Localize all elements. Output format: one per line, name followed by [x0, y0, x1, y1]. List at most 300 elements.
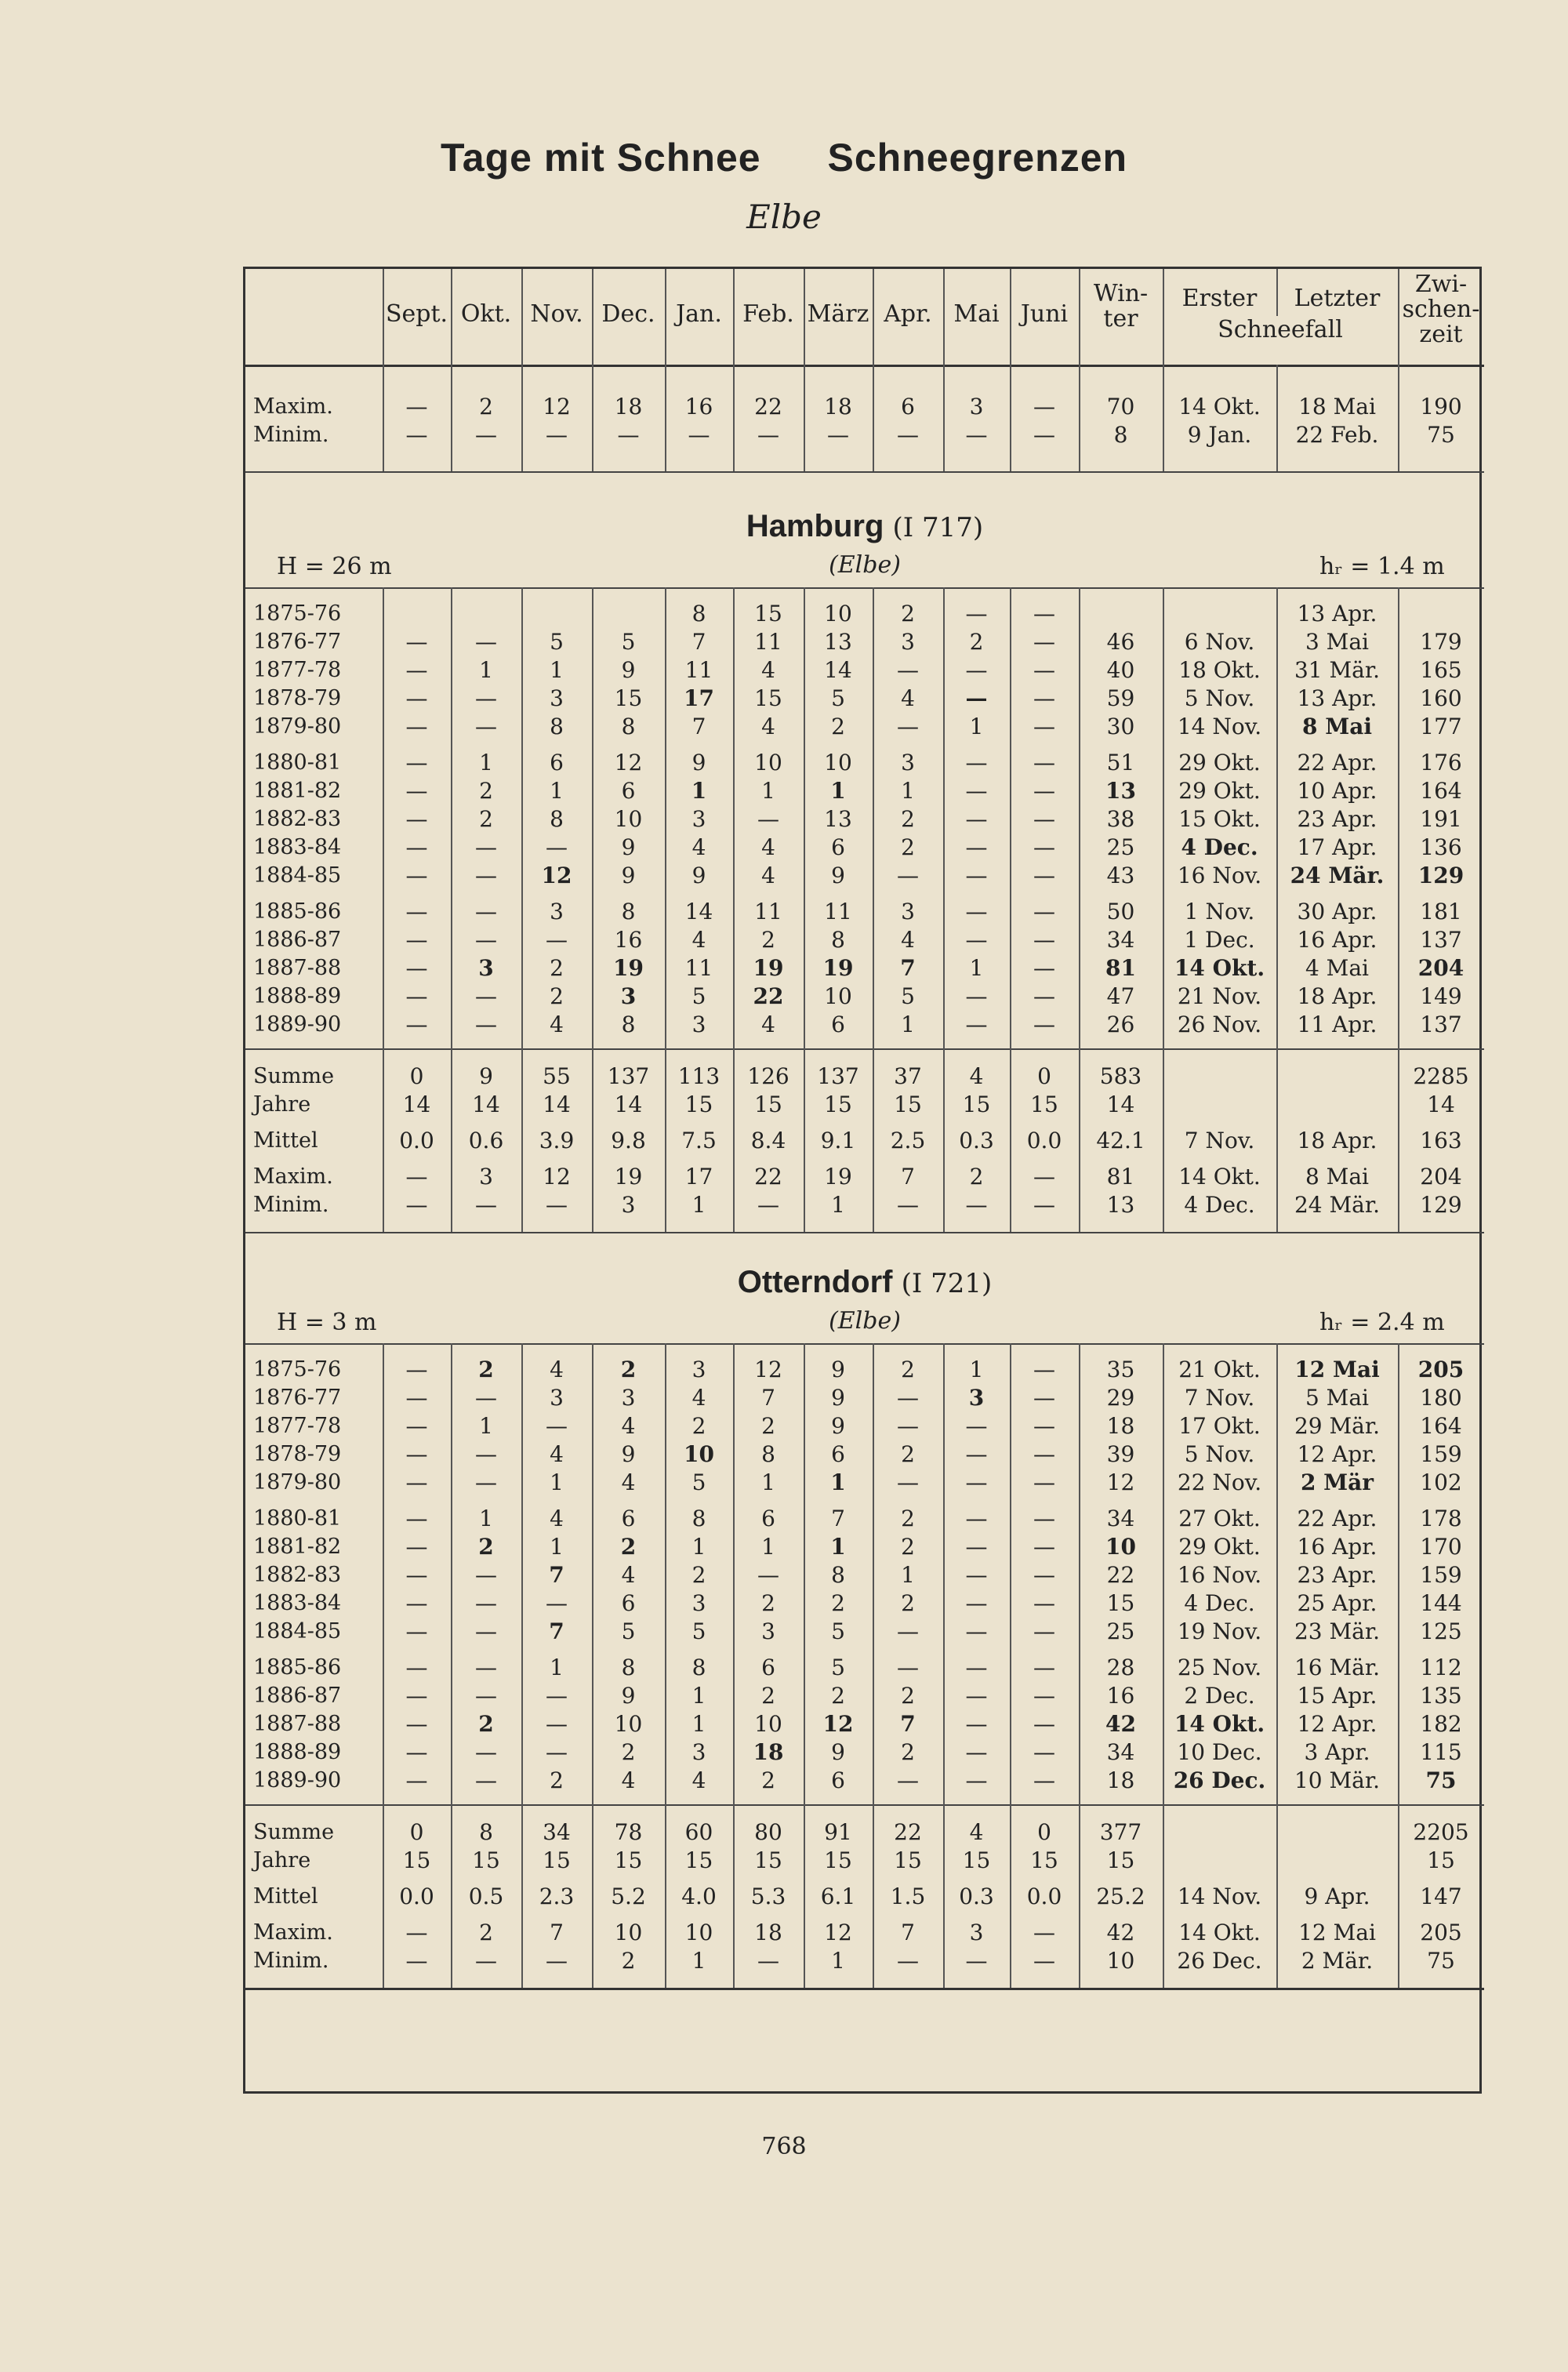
table-cell: 3: [969, 1920, 984, 1945]
table-cell: [1276, 1848, 1398, 1873]
table-cell: 38: [1106, 806, 1135, 832]
table-cell: 14: [543, 1092, 571, 1117]
year-label: 1888-89: [253, 1740, 342, 1764]
column-rule: [1079, 587, 1080, 1232]
table-cell: 144: [1420, 1590, 1462, 1616]
table-cell: 22 Apr.: [1297, 1506, 1377, 1531]
summary-label: Maxim.: [253, 1920, 333, 1945]
table-cell: —: [965, 1562, 988, 1588]
table-cell: 10 Dec.: [1177, 1739, 1262, 1765]
table-cell: 31 Mär.: [1294, 657, 1381, 683]
year-label: 1875-76: [253, 1357, 342, 1382]
table-cell: 7: [900, 1711, 916, 1737]
table-cell: —: [1033, 1469, 1055, 1495]
table-cell: 8: [621, 1655, 636, 1680]
table-cell: 15: [472, 1847, 500, 1873]
table-cell: —: [405, 1441, 428, 1467]
table-cell: 0.0: [1026, 1128, 1062, 1153]
table-cell: 11: [684, 657, 713, 683]
table-cell: 18: [614, 394, 643, 420]
table-cell: —: [405, 714, 428, 739]
table-cell: 1: [691, 1192, 706, 1218]
table-cell: —: [1033, 750, 1055, 776]
table-cell: —: [546, 1413, 568, 1439]
table-rule: [245, 1343, 1484, 1345]
table-cell: 14 Okt.: [1178, 1920, 1261, 1945]
table-cell: —: [475, 1948, 497, 1974]
table-cell: —: [827, 422, 849, 448]
table-cell: 17: [684, 1164, 713, 1190]
table-cell: 34: [543, 1819, 571, 1845]
table-cell: —: [757, 1562, 779, 1588]
table-cell: —: [546, 422, 568, 448]
table-cell: 22: [754, 1164, 782, 1190]
table-cell: 1: [761, 778, 775, 804]
table-cell: 15: [754, 685, 782, 711]
column-rule: [383, 269, 384, 365]
table-cell: 137: [1420, 1012, 1462, 1037]
summary-label: Minim.: [253, 423, 329, 447]
table-rule: [245, 587, 1484, 589]
station-code: (I 717): [892, 512, 984, 543]
year-label: 1888-89: [253, 984, 342, 1008]
table-cell: 4: [761, 863, 775, 888]
station-height: H = 26 m: [277, 553, 392, 580]
station-hr: hᵣ = 1.4 m: [1319, 553, 1445, 580]
table-cell: 15: [684, 1847, 713, 1873]
table-cell: 5.3: [750, 1883, 786, 1909]
table-cell: 17 Apr.: [1297, 834, 1377, 860]
table-cell: 3: [691, 1357, 706, 1382]
table-cell: —: [1033, 1413, 1055, 1439]
table-cell: 1: [969, 1357, 984, 1382]
table-cell: 15: [614, 685, 643, 711]
column-header: Sept.: [385, 300, 448, 328]
table-cell: 16: [614, 927, 643, 953]
table-cell: —: [965, 1739, 988, 1765]
table-cell: 2: [620, 1357, 637, 1382]
table-cell: 1: [831, 1192, 845, 1218]
column-rule: [665, 587, 666, 1232]
table-cell: 51: [1106, 750, 1135, 776]
table-cell: 2: [761, 1767, 775, 1793]
table-cell: —: [1033, 778, 1055, 804]
table-cell: 2 Dec.: [1184, 1683, 1255, 1709]
table-cell: 21 Nov.: [1177, 983, 1262, 1009]
table-cell: 19: [753, 955, 784, 981]
table-cell: 159: [1420, 1562, 1462, 1588]
table-cell: 9: [831, 863, 845, 888]
table-cell: 2: [831, 714, 845, 739]
table-cell: —: [965, 601, 988, 627]
table-cell: —: [965, 778, 988, 804]
table-cell: 8.4: [750, 1128, 786, 1153]
table-cell: 9: [621, 1683, 636, 1709]
table-cell: 3.9: [539, 1128, 575, 1153]
table-cell: —: [1033, 714, 1055, 739]
table-cell: 15 Apr.: [1297, 1683, 1377, 1709]
table-cell: 15: [1106, 1590, 1135, 1616]
table-cell: 8: [831, 1562, 845, 1588]
table-cell: 0.0: [399, 1883, 434, 1909]
table-cell: 7: [831, 1506, 845, 1531]
year-label: 1889-90: [253, 1768, 342, 1793]
table-cell: 11: [824, 899, 852, 924]
table-cell: 2: [479, 806, 493, 832]
table-cell: 15 Okt.: [1178, 806, 1261, 832]
table-cell: 2: [761, 927, 775, 953]
table-cell: 6: [831, 1441, 845, 1467]
table-cell: 12: [822, 1711, 854, 1737]
table-cell: 14 Okt.: [1178, 394, 1261, 420]
table-cell: 7: [550, 1920, 564, 1945]
year-label: 1884-85: [253, 863, 342, 888]
table-cell: 1: [550, 1655, 564, 1680]
column-rule: [1163, 269, 1164, 365]
snow-table: [243, 267, 1482, 2094]
table-cell: 10: [614, 806, 643, 832]
year-label: 1887-88: [253, 956, 342, 980]
table-cell: 13: [1106, 1192, 1135, 1218]
station-title: [245, 1265, 1484, 1300]
table-cell: 91: [824, 1819, 852, 1845]
table-cell: 6: [621, 1506, 636, 1531]
table-cell: —: [1033, 1534, 1055, 1560]
table-cell: 2: [479, 394, 493, 420]
station-river: (Elbe): [829, 551, 901, 579]
table-cell: 16: [684, 394, 713, 420]
table-cell: 5 Nov.: [1184, 685, 1255, 711]
column-header: Okt.: [460, 300, 512, 328]
table-cell: 2: [550, 1767, 564, 1793]
table-cell: —: [1033, 1562, 1055, 1588]
table-cell: 164: [1420, 778, 1462, 804]
column-header: Erster: [1181, 285, 1258, 312]
table-cell: 6: [761, 1506, 775, 1531]
table-cell: 3: [969, 394, 984, 420]
table-cell: —: [965, 1948, 988, 1974]
table-cell: —: [405, 1655, 428, 1680]
table-rule: [245, 1048, 1484, 1050]
table-cell: [1276, 1064, 1398, 1089]
column-rule: [1398, 587, 1399, 1232]
table-cell: 18: [1106, 1767, 1135, 1793]
table-cell: 4: [550, 1441, 564, 1467]
table-cell: 3: [550, 1385, 564, 1411]
column-rule: [804, 587, 805, 1232]
table-cell: 12 Apr.: [1297, 1441, 1377, 1467]
table-cell: —: [475, 1469, 497, 1495]
table-cell: 2285: [1413, 1063, 1469, 1089]
column-rule: [873, 1343, 874, 1988]
table-cell: —: [1033, 1618, 1055, 1644]
table-cell: 5: [621, 1618, 636, 1644]
table-cell: 42: [1106, 1920, 1135, 1945]
table-cell: —: [1033, 1164, 1055, 1190]
table-cell: 135: [1420, 1683, 1462, 1709]
table-cell: 14: [1427, 1092, 1455, 1117]
table-cell: 2: [761, 1590, 775, 1616]
column-rule: [804, 365, 805, 471]
table-cell: 4: [691, 1385, 706, 1411]
table-cell: —: [757, 806, 779, 832]
table-rule: [245, 1988, 1484, 1990]
table-cell: 11: [754, 629, 782, 655]
table-cell: —: [1033, 629, 1055, 655]
table-cell: 6: [901, 394, 915, 420]
table-cell: 29 Okt.: [1178, 750, 1261, 776]
table-cell: 4: [550, 1357, 564, 1382]
table-cell: 9: [621, 657, 636, 683]
table-cell: 3: [620, 983, 637, 1009]
year-label: 1886-87: [253, 1684, 342, 1708]
table-cell: —: [1033, 1948, 1055, 1974]
column-rule: [943, 587, 945, 1232]
table-cell: —: [965, 422, 988, 448]
table-cell: 9: [831, 1413, 845, 1439]
table-cell: 12: [541, 863, 572, 888]
table-cell: 19: [613, 955, 644, 981]
table-cell: 7: [691, 714, 706, 739]
table-cell: 8: [691, 601, 706, 627]
table-cell: 23 Mär.: [1294, 1618, 1381, 1644]
table-cell: 15: [894, 1092, 922, 1117]
table-cell: 14 Okt.: [1174, 1711, 1265, 1737]
table-cell: 5 Mai: [1305, 1385, 1370, 1411]
table-cell: 30: [1106, 714, 1135, 739]
table-cell: 22 Nov.: [1177, 1469, 1262, 1495]
table-cell: 18 Okt.: [1178, 657, 1261, 683]
table-cell: 17: [684, 685, 714, 711]
table-cell: 10: [1105, 1534, 1136, 1560]
column-header: Jan.: [676, 300, 722, 328]
table-cell: —: [405, 834, 428, 860]
table-cell: 181: [1420, 899, 1462, 924]
table-cell: 583: [1099, 1063, 1142, 1089]
column-rule: [1010, 587, 1011, 1232]
table-cell: [1398, 601, 1484, 627]
table-cell: 3: [550, 899, 564, 924]
column-rule: [733, 269, 735, 365]
table-cell: 29: [1106, 1385, 1135, 1411]
table-cell: 129: [1420, 1192, 1462, 1218]
table-cell: 4: [691, 927, 706, 953]
table-cell: 9.8: [611, 1128, 646, 1153]
table-cell: [383, 601, 451, 627]
table-cell: —: [757, 1948, 779, 1974]
column-rule: [1079, 365, 1080, 471]
column-rule: [665, 269, 666, 365]
table-cell: 1: [969, 714, 984, 739]
table-cell: 8: [550, 806, 564, 832]
table-cell: 15: [962, 1092, 991, 1117]
table-rule: [245, 1804, 1484, 1806]
table-cell: —: [546, 1590, 568, 1616]
table-cell: —: [405, 1192, 428, 1218]
table-cell: 10: [754, 1711, 782, 1737]
table-cell: 4: [761, 1012, 775, 1037]
table-cell: —: [405, 1413, 428, 1439]
table-cell: [1163, 601, 1276, 627]
table-cell: 12: [614, 750, 643, 776]
table-cell: [1079, 601, 1163, 627]
column-rule: [665, 365, 666, 471]
table-cell: 5 Nov.: [1184, 1441, 1255, 1467]
table-cell: —: [405, 1683, 428, 1709]
table-cell: 22 Apr.: [1297, 750, 1377, 776]
table-cell: 205: [1420, 1920, 1462, 1945]
table-cell: —: [546, 1192, 568, 1218]
table-cell: 27 Okt.: [1178, 1506, 1261, 1531]
year-label: 1878-79: [253, 686, 342, 710]
year-label: 1886-87: [253, 928, 342, 952]
table-cell: —: [405, 899, 428, 924]
column-rule: [1276, 587, 1278, 1232]
table-cell: 164: [1420, 1413, 1462, 1439]
table-cell: 10: [1106, 1948, 1135, 1974]
table-cell: 60: [684, 1819, 713, 1845]
table-cell: —: [405, 1618, 428, 1644]
column-rule: [521, 1343, 523, 1988]
year-label: 1875-76: [253, 601, 342, 626]
table-cell: 25: [1106, 834, 1135, 860]
table-cell: 19: [614, 1164, 643, 1190]
table-cell: 4: [621, 1413, 636, 1439]
table-cell: 1: [901, 778, 915, 804]
table-cell: 25.2: [1096, 1883, 1145, 1909]
table-cell: —: [965, 927, 988, 953]
table-cell: 5.2: [611, 1883, 646, 1909]
table-cell: [521, 601, 592, 627]
table-cell: 2: [901, 834, 915, 860]
table-cell: —: [965, 1655, 988, 1680]
table-cell: 34: [1106, 927, 1135, 953]
page-subtitle: Elbe: [746, 198, 822, 236]
table-cell: 0: [409, 1063, 424, 1089]
summary-label: Minim.: [253, 1949, 329, 1973]
table-cell: —: [897, 863, 919, 888]
table-cell: 4 Dec.: [1184, 1192, 1255, 1218]
table-cell: 0: [1037, 1819, 1051, 1845]
table-cell: —: [965, 834, 988, 860]
table-cell: —: [405, 927, 428, 953]
table-cell: 159: [1420, 1441, 1462, 1467]
table-cell: 2: [831, 1683, 845, 1709]
table-cell: 3 Mai: [1305, 629, 1370, 655]
table-cell: 4: [761, 834, 775, 860]
table-cell: 10: [824, 750, 852, 776]
table-cell: 170: [1420, 1534, 1462, 1560]
table-cell: 2: [901, 1590, 915, 1616]
table-cell: —: [1033, 1711, 1055, 1737]
table-cell: —: [897, 1469, 919, 1495]
table-cell: 179: [1420, 629, 1462, 655]
table-cell: 10: [614, 1711, 643, 1737]
table-cell: 15: [1030, 1092, 1058, 1117]
table-cell: 47: [1106, 983, 1135, 1009]
table-cell: 7: [900, 955, 916, 981]
table-cell: 6: [831, 834, 845, 860]
table-cell: 126: [747, 1063, 789, 1089]
table-cell: 4.0: [681, 1883, 717, 1909]
column-header: Letzter: [1294, 285, 1381, 312]
table-cell: 1: [550, 778, 564, 804]
column-header: Zwi- schen- zeit: [1402, 271, 1480, 348]
table-cell: 24 Mär.: [1294, 1192, 1381, 1218]
table-cell: 0.0: [399, 1128, 434, 1153]
table-cell: 18 Apr.: [1297, 1128, 1377, 1153]
table-cell: —: [546, 1711, 568, 1737]
table-cell: 9: [691, 863, 706, 888]
table-cell: 4 Dec.: [1184, 1590, 1255, 1616]
table-cell: —: [475, 1683, 497, 1709]
table-cell: —: [965, 1683, 988, 1709]
table-cell: —: [897, 1385, 919, 1411]
table-cell: —: [1033, 899, 1055, 924]
table-cell: —: [405, 1385, 428, 1411]
table-cell: —: [897, 1192, 919, 1218]
column-rule: [1079, 269, 1080, 365]
table-cell: 2: [691, 1562, 706, 1588]
table-cell: 1: [901, 1012, 915, 1037]
column-header: März: [807, 300, 869, 328]
table-cell: 377: [1099, 1819, 1142, 1845]
table-cell: 8: [621, 1012, 636, 1037]
table-cell: 0.0: [1026, 1883, 1062, 1909]
table-cell: 4: [550, 1012, 564, 1037]
table-cell: —: [1033, 1506, 1055, 1531]
table-cell: 16 Apr.: [1297, 927, 1377, 953]
table-cell: 4 Dec.: [1181, 834, 1258, 860]
table-cell: 2: [691, 1413, 706, 1439]
table-cell: 22: [753, 983, 784, 1009]
table-rule: [245, 471, 1484, 473]
table-cell: 0.3: [959, 1883, 994, 1909]
table-cell: —: [897, 1413, 919, 1439]
table-cell: 2 Mär: [1300, 1469, 1374, 1495]
table-cell: 75: [1427, 1948, 1455, 1974]
table-cell: 190: [1420, 394, 1462, 420]
table-cell: 10: [824, 983, 852, 1009]
table-cell: 1: [969, 955, 984, 981]
table-cell: 0.6: [468, 1128, 504, 1153]
table-cell: 7: [691, 629, 706, 655]
table-cell: 4: [969, 1819, 984, 1845]
table-cell: —: [1033, 685, 1055, 711]
table-cell: 9 Jan.: [1187, 422, 1252, 448]
table-cell: 4: [901, 685, 915, 711]
table-cell: —: [405, 1767, 428, 1793]
summary-label: Maxim.: [253, 394, 333, 419]
column-rule: [383, 587, 384, 1232]
table-cell: 6.1: [820, 1883, 856, 1909]
table-cell: —: [965, 806, 988, 832]
year-label: 1881-82: [253, 1535, 342, 1559]
table-cell: 4: [550, 1506, 564, 1531]
table-cell: —: [405, 1920, 428, 1945]
table-cell: —: [897, 657, 919, 683]
table-cell: 12: [824, 1920, 852, 1945]
table-cell: —: [965, 685, 988, 711]
table-cell: 78: [614, 1819, 643, 1845]
table-cell: 8: [621, 714, 636, 739]
table-cell: 7 Nov.: [1184, 1385, 1255, 1411]
table-cell: 3: [691, 1590, 706, 1616]
column-rule: [1163, 1343, 1164, 1988]
table-cell: 180: [1420, 1385, 1462, 1411]
table-cell: —: [475, 714, 497, 739]
table-cell: 10: [684, 1920, 713, 1945]
